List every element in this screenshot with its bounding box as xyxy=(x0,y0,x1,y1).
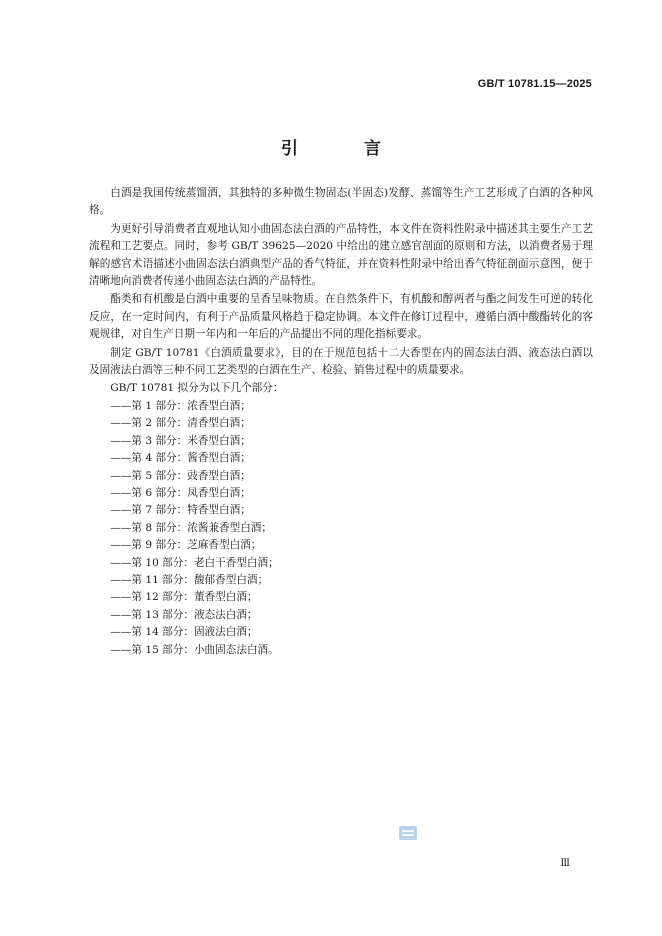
list-item: ——第 13 部分：液态法白酒； xyxy=(110,608,258,621)
list-item: ——第 5 部分：豉香型白酒； xyxy=(110,469,251,482)
list-item: ——第 3 部分：米香型白酒； xyxy=(110,434,251,447)
paragraph-2: 为更好引导消费者直观地认知小曲固态法白酒的产品特性，本文件在资料性附录中描述其主要生产工艺流程和工艺要点。同时，参考 GB/T 39625—2020 中给出的建立感官剖面的原则和方法，以消费者易于理解的感官术语描述小曲固态法白酒典型产品的香气特征，并在资料性附录中给出香气特征剖面示意图，便于清晰地向消费者传递小曲固态法白酒的产品特性。 xyxy=(89,222,593,288)
list-item: ——第 1 部分：浓香型白酒； xyxy=(110,399,251,412)
parts-intro: GB/T 10781 拟分为以下几个部分： xyxy=(110,382,284,395)
list-item: ——第 11 部分：馥郁香型白酒； xyxy=(110,573,269,586)
page-title: 引 言 xyxy=(281,139,411,159)
list-item: ——第 8 部分：浓酱兼香型白酒； xyxy=(110,521,272,534)
parts-list xyxy=(89,398,593,659)
document-body xyxy=(89,185,593,659)
standard-code: GB/T 10781.15—2025 xyxy=(477,78,592,90)
list-item: ——第 12 部分：董香型白酒； xyxy=(110,591,258,604)
list-item: ——第 2 部分：清香型白酒； xyxy=(110,417,251,430)
list-item: ——第 7 部分：特香型白酒； xyxy=(110,504,251,517)
list-item: ——第 14 部分：固液法白酒； xyxy=(110,626,258,639)
paragraph-4: 制定 GB/T 10781《白酒质量要求》，目的在于规范包括十二大香型在内的固态法白酒、液态法白酒以及固液法白酒等三种不同工艺类型的白酒在生产、检验、销售过程中的质量要求。 xyxy=(89,346,593,377)
page-number: Ⅲ xyxy=(560,858,570,869)
list-item: ——第 9 部分：芝麻香型白酒； xyxy=(110,539,262,552)
list-item: ——第 6 部分：凤香型白酒； xyxy=(110,486,251,499)
paragraph-1: 白酒是我国传统蒸馏酒，其独特的多种微生物固态(半固态)发酵、蒸馏等生产工艺形成了白酒的各种风格。 xyxy=(89,187,593,217)
list-item: ——第 4 部分：酱香型白酒； xyxy=(110,452,251,465)
list-item: ——第 15 部分：小曲固态法白酒。 xyxy=(110,643,279,656)
watermark-logo-icon xyxy=(399,826,417,840)
paragraph-3: 酯类和有机酸是白酒中重要的呈香呈味物质。在自然条件下，有机酸和醇两者与酯之间发生可逆的转化反应，在一定时间内，有利于产品质量风格趋于稳定协调。本文件在修订过程中，遵循白酒中酸酯转化的客观规律，对自生产日期一年内和一年后的产品提出不同的理化指标要求。 xyxy=(89,293,593,341)
list-item: ——第 10 部分：老白干香型白酒； xyxy=(110,556,279,569)
